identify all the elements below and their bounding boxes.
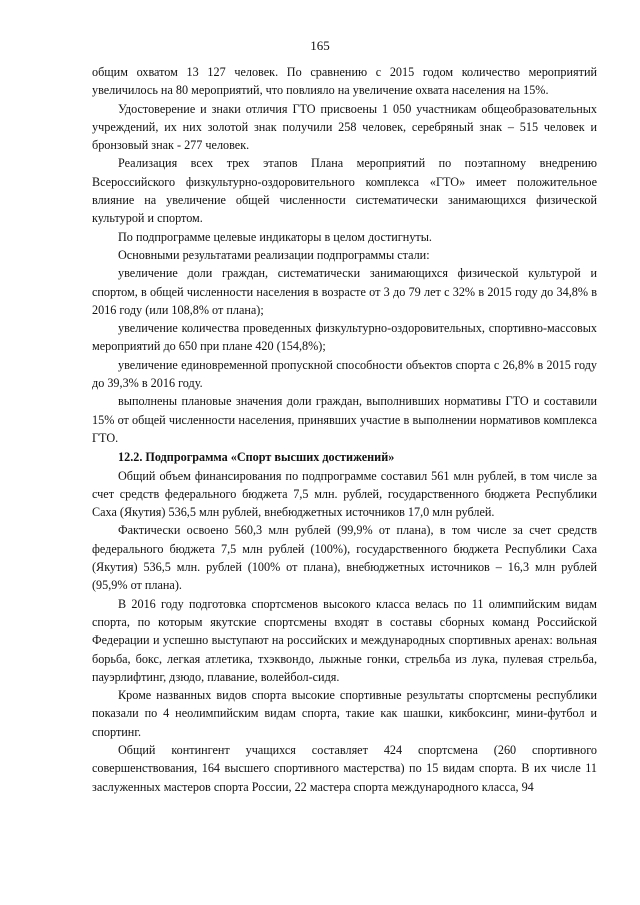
paragraph-continuation: общим охватом 13 127 человек. По сравнению с 2015 годом количество мероприятий увеличилось на 80 мероприятий, что повлияло на увеличение охвата населения на 15%. [92,65,597,98]
paragraph-results-intro: Основными результатами реализации подпрограммы стали: [118,247,430,262]
document-body [92,63,597,796]
paragraph-result-gto-norms: выполнены плановые значения доли граждан, выполнивших нормативы ГТО и составили 15% от общей численности населения, принявших участие в выполнении нормативов комплекса ГТО. [92,394,597,445]
paragraph-result-share: увеличение доли граждан, систематически занимающихся физической культурой и спортом, в общей численности населения в возрасте от 3 до 79 лет с 32% в 2015 году до 34,8% в 2016 году (или 108,8% от плана); [92,266,597,317]
paragraph-result-events: увеличение количества проведенных физкультурно-оздоровительных, спортивно-массовых мероприятий до 650 при плане 420 (154,8%); [92,321,597,354]
paragraph-targets-achieved: По подпрограмме целевые индикаторы в целом достигнуты. [118,229,432,244]
paragraph-result-capacity: увеличение единовременной пропускной способности объектов спорта с 26,8% в 2015 году до 39,3% в 2016 году. [92,357,597,391]
paragraph-gto-awards: Удостоверение и знаки отличия ГТО присвоены 1 050 участникам общеобразовательных учреждений, их них золотой знак получили 258 человек, серебряный знак – 515 человек и бронзовый знак - 277 человек. [92,101,597,153]
paragraph-spent: Фактически освоено 560,3 млн рублей (99,9% от плана), в том числе за счет средств федерального бюджета 7,5 млн рублей (100%), государственного бюджета Республики Саха (Якутия) 536,5 млн. рублей (100% от плана), внебюджетных источников – 16,3 млн рублей (95,9% от плана). [92,523,597,593]
page-number: 165 [310,38,330,53]
paragraph-gto-plan: Реализация всех трех этапов Плана мероприятий по поэтапному внедрению Всероссийского физкультурно-оздоровительного комплекса «ГТО» имеет положительное влияние на увеличение общей численности систематически занимающихся физической культурой и спортом. [92,156,597,226]
paragraph-contingent: Общий контингент учащихся составляет 424 спортсмена (260 спортивного совершенствования, 164 высшего спортивного мастерства) по 15 видам спорта. В их числе 11 заслуженных мастеров спорта России, 22 мастера спорта международного класса, 94 [92,742,597,794]
paragraph-olympic-sports: В 2016 году подготовка спортсменов высокого класса велась по 11 олимпийским видам спорта, по которым якутские спортсмены входят в составы сборных команд Российской Федерации и успешно выступают на российских и международных спортивных аренах: вольная борьба, бокс, легкая атлетика, тхэквондо, лыжные гонки, стрельба из лука, пулевая стрельба, пауэрлифтинг, дзюдо, плавание, волейбол-сидя. [92,596,597,684]
section-heading: 12.2. Подпрограмма «Спорт высших достижений» [118,450,395,465]
paragraph-non-olympic-sports: Кроме названных видов спорта высокие спортивные результаты спортсмены республики показали по 4 неолимпийским видам спорта, такие как шашки, кикбоксинг, мини-футбол и спортинг. [92,688,597,739]
paragraph-financing: Общий объем финансирования по подпрограмме составил 561 млн рублей, в том числе за счет средств федерального бюджета 7,5 млн. рублей, государственного бюджета Республики Саха (Якутия) 536,5 млн рублей, внебюджетных источников 17,0 млн рублей. [92,468,597,520]
